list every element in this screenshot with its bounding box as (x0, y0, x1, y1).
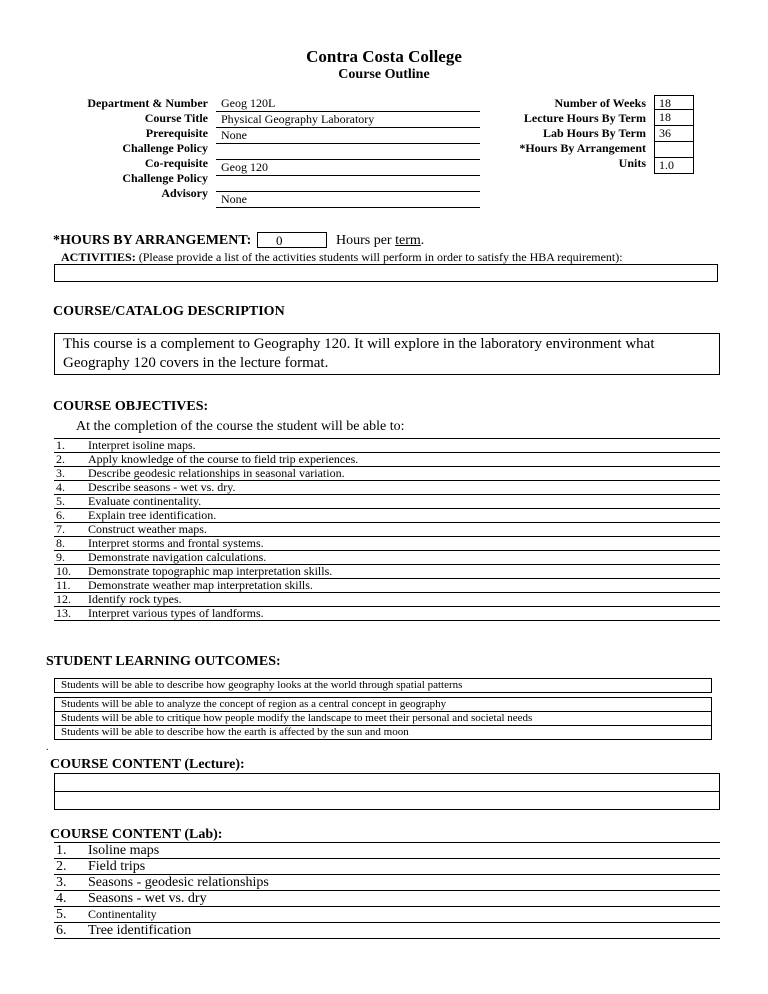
units-field[interactable]: 1.0 (654, 158, 694, 174)
outcome-item: Students will be able to describe how the earth is affected by the sun and moon (54, 726, 712, 740)
lab-content-heading: COURSE CONTENT (Lab): (50, 827, 223, 842)
lab-content-item (54, 859, 720, 875)
objectives-list (54, 438, 720, 621)
objective-item-number: 10. (54, 565, 86, 579)
info-label: Prerequisite (145, 126, 208, 140)
catalog-description: This course is a complement to Geography 120. It will explore in the laboratory environment what Geography 120 covers in the lecture format. (54, 333, 720, 375)
objective-item-number: 2. (54, 453, 86, 467)
lab-content-item-number: 2. (54, 859, 86, 875)
objective-item (54, 579, 720, 593)
lecture-content-row[interactable] (54, 792, 720, 810)
outcome-item: Students will be able to critique how people modify the landscape to meet their personal and societal needs (54, 712, 712, 726)
hba-hours-suffix (336, 233, 424, 249)
objective-item-text: Describe seasons - wet vs. dry. (86, 481, 720, 495)
document-subtitle: Course Outline (338, 67, 430, 82)
objective-item (54, 537, 720, 551)
objective-item-number: 13. (54, 607, 86, 621)
challenge-policy-field[interactable] (216, 176, 480, 192)
objective-item (54, 565, 720, 579)
lab-content-item-text: Seasons - wet vs. dry (86, 891, 720, 907)
hba-suffix-text: Hours per (336, 233, 396, 248)
stray-mark: . (46, 742, 49, 753)
info-label: Course Title (144, 111, 208, 125)
objective-item-number: 4. (54, 481, 86, 495)
lab-content-item (54, 843, 720, 859)
lab-content-item-text: Tree identification (86, 923, 720, 939)
course-info-labels (40, 96, 208, 201)
lab-content-item-text: Seasons - geodesic relationships (86, 875, 720, 891)
college-title: Contra Costa College (306, 47, 462, 66)
hours-by-arrangement-field[interactable] (654, 142, 694, 158)
objective-item-text: Describe geodesic relationships in seasonal variation. (86, 467, 720, 481)
objective-item-text: Demonstrate weather map interpretation skills. (86, 579, 720, 593)
lab-content-item (54, 907, 720, 923)
info-label: Challenge Policy (122, 171, 208, 185)
objective-item (54, 523, 720, 537)
challenge-policy-field[interactable] (216, 144, 480, 160)
hours-info-labels (480, 96, 646, 171)
lecture-content-box (54, 773, 720, 810)
hba-suffix-end: . (420, 233, 425, 248)
objective-item-number: 11. (54, 579, 86, 593)
description-heading: COURSE/CATALOG DESCRIPTION (53, 304, 285, 319)
objectives-intro: At the completion of the course the student will be able to: (76, 419, 405, 434)
hours-label: Lab Hours By Term (542, 126, 646, 140)
outcome-item: Students will be able to describe how geography looks at the world through spatial patterns (54, 678, 712, 693)
objective-item (54, 467, 720, 481)
objective-item-number: 8. (54, 537, 86, 551)
prerequisite-field[interactable]: None (216, 128, 480, 144)
objective-item-text: Demonstrate navigation calculations. (86, 551, 720, 565)
lecture-content-heading: COURSE CONTENT (Lecture): (50, 757, 245, 772)
hours-info-values (654, 95, 694, 174)
objective-item (54, 439, 720, 453)
lab-content-item (54, 891, 720, 907)
lab-content-item-number: 3. (54, 875, 86, 891)
lab-content-item-number: 6. (54, 923, 86, 939)
objective-item-number: 7. (54, 523, 86, 537)
department-number-field[interactable]: Geog 120L (216, 96, 480, 112)
lecture-hours-field[interactable]: 18 (654, 110, 694, 126)
objective-item-text: Identify rock types. (86, 593, 720, 607)
objective-item-number: 1. (54, 439, 86, 453)
objective-item-text: Interpret storms and frontal systems. (86, 537, 720, 551)
objective-item-text: Demonstrate topographic map interpretation skills. (86, 565, 720, 579)
objective-item (54, 453, 720, 467)
objective-item (54, 607, 720, 621)
objective-item-number: 3. (54, 467, 86, 481)
term-link[interactable]: term (395, 233, 421, 248)
objective-item-text: Apply knowledge of the course to field trip experiences. (86, 453, 720, 467)
info-label: Co-requisite (144, 156, 208, 170)
course-title-field[interactable]: Physical Geography Laboratory (216, 112, 480, 128)
lecture-content-row[interactable] (54, 773, 720, 792)
activities-instructions: (Please provide a list of the activities students will perform in order to satisfy the HBA requirement): (138, 250, 623, 264)
objective-item-number: 5. (54, 495, 86, 509)
objective-item-number: 12. (54, 593, 86, 607)
hours-label: Number of Weeks (554, 96, 646, 110)
lab-content-item (54, 875, 720, 891)
objective-item-text: Interpret isoline maps. (86, 439, 720, 453)
hours-label: Lecture Hours By Term (523, 111, 646, 125)
hours-label: Units (618, 156, 646, 170)
objectives-heading: COURSE OBJECTIVES: (53, 399, 209, 414)
lab-content-item-number: 1. (54, 843, 86, 859)
objective-item-text: Construct weather maps. (86, 523, 720, 537)
info-label: Department & Number (87, 96, 208, 110)
corequisite-field[interactable]: Geog 120 (216, 160, 480, 176)
outcomes-heading: STUDENT LEARNING OUTCOMES: (46, 654, 281, 669)
activities-line (61, 250, 623, 265)
outcome-item: Students will be able to analyze the concept of region as a central concept in geography (54, 697, 712, 712)
outcomes-list (54, 678, 712, 740)
objective-item-text: Explain tree identification. (86, 509, 720, 523)
activities-label: ACTIVITIES: (61, 250, 136, 264)
objective-item-number: 9. (54, 551, 86, 565)
objective-item-text: Interpret various types of landforms. (86, 607, 720, 621)
lab-content-list (54, 842, 720, 939)
info-label: Challenge Policy (122, 141, 208, 155)
hba-label: *HOURS BY ARRANGEMENT: (53, 233, 252, 248)
lab-content-item-text: Field trips (86, 859, 720, 875)
activities-field[interactable] (54, 264, 718, 282)
objective-item (54, 509, 720, 523)
objective-item-number: 6. (54, 509, 86, 523)
objective-item (54, 551, 720, 565)
lab-hours-field[interactable]: 36 (654, 126, 694, 142)
objective-item (54, 495, 720, 509)
objective-item (54, 481, 720, 495)
course-info-values (216, 96, 480, 208)
number-of-weeks-field[interactable]: 18 (654, 95, 694, 110)
objective-item (54, 593, 720, 607)
lab-content-item-text: Isoline maps (86, 843, 720, 859)
advisory-field[interactable]: None (216, 192, 480, 208)
lab-content-item-number: 5. (54, 907, 86, 923)
lab-content-item-number: 4. (54, 891, 86, 907)
objective-item-text: Evaluate continentality. (86, 495, 720, 509)
lab-content-item (54, 923, 720, 939)
info-label: Advisory (161, 186, 208, 200)
hba-hours-field[interactable]: 0 (257, 232, 327, 248)
hours-label: *Hours By Arrangement (519, 141, 646, 155)
lab-content-item-text: Continentality (86, 907, 720, 923)
